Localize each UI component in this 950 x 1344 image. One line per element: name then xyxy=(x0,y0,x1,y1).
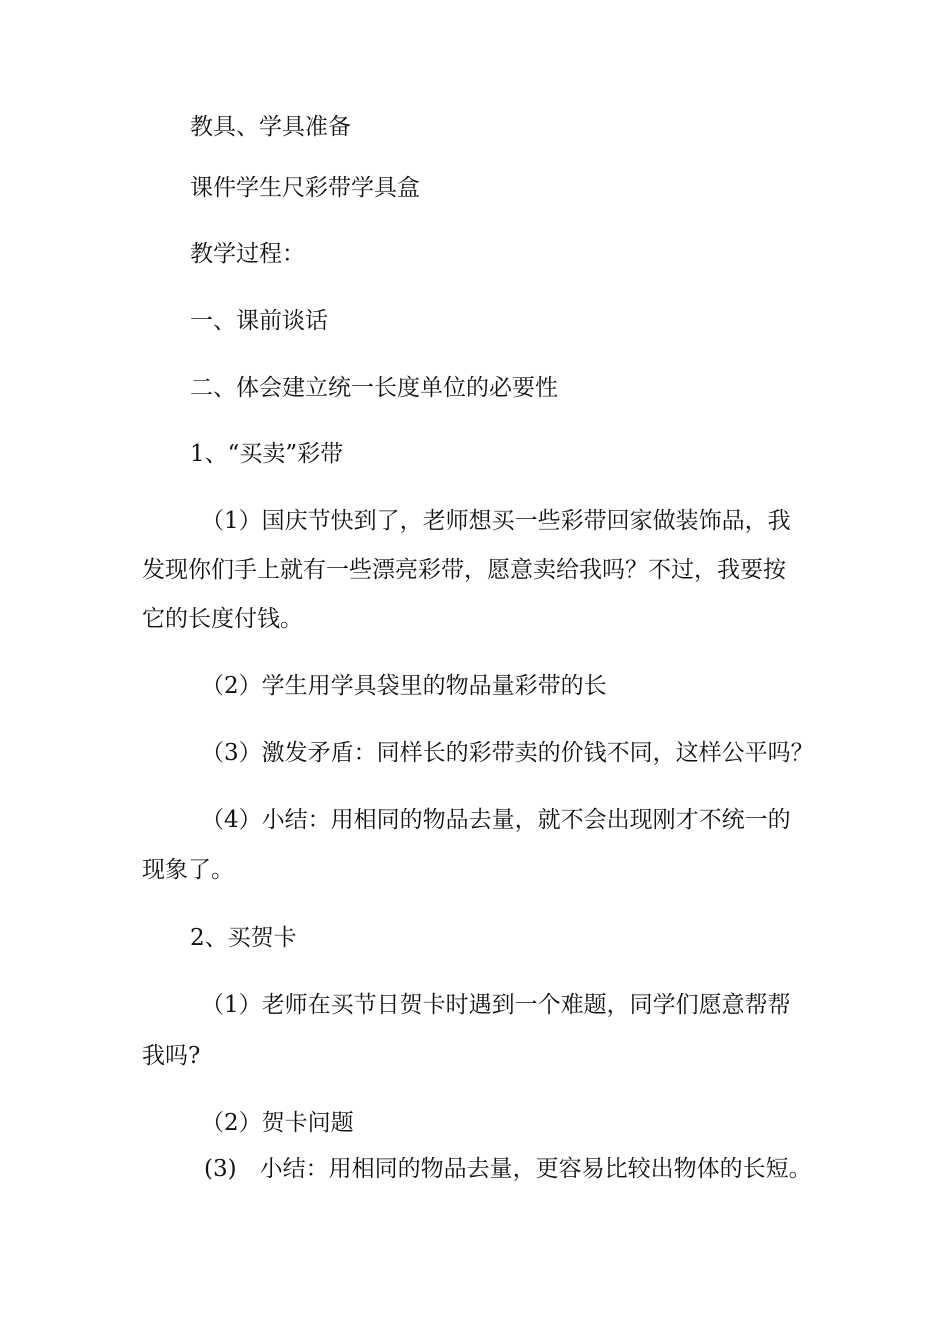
subsection-heading-2: 2、买贺卡 xyxy=(190,925,297,951)
paragraph-3: （3）激发矛盾：同样长的彩带卖的价钱不同，这样公平吗？ xyxy=(201,740,814,766)
paragraph-7: (3) 小结：用相同的物品去量，更容易比较出物体的长短。 xyxy=(204,1156,812,1182)
paragraph-5-line-1: （1）老师在买节日贺卡时遇到一个难题，同学们愿意帮帮 xyxy=(201,992,791,1018)
paragraph-2: （2）学生用学具袋里的物品量彩带的长 xyxy=(201,673,607,699)
section-heading-2: 二、体会建立统一长度单位的必要性 xyxy=(190,375,558,401)
paragraph-1-line-1: （1）国庆节快到了，老师想买一些彩带回家做装饰品，我 xyxy=(201,508,791,534)
paragraph-1-line-2: 发现你们手上就有一些漂亮彩带，愿意卖给我吗？不过，我要按 xyxy=(142,557,786,583)
text-materials: 课件学生尺彩带学具盒 xyxy=(190,175,420,201)
paragraph-5-line-2: 我吗? xyxy=(142,1043,201,1069)
paragraph-4-line-2: 现象了。 xyxy=(142,857,234,883)
heading-teaching-aids: 教具、学具准备 xyxy=(190,114,351,140)
heading-teaching-process: 教学过程： xyxy=(190,241,305,267)
section-heading-1: 一、课前谈话 xyxy=(190,308,328,334)
paragraph-4-line-1: （4）小结：用相同的物品去量，就不会出现刚才不统一的 xyxy=(201,807,791,833)
paragraph-1-line-3: 它的长度付钱。 xyxy=(142,606,303,632)
subsection-heading-1: 1、“买卖”彩带 xyxy=(190,441,344,467)
paragraph-6: （2）贺卡问题 xyxy=(201,1110,354,1136)
